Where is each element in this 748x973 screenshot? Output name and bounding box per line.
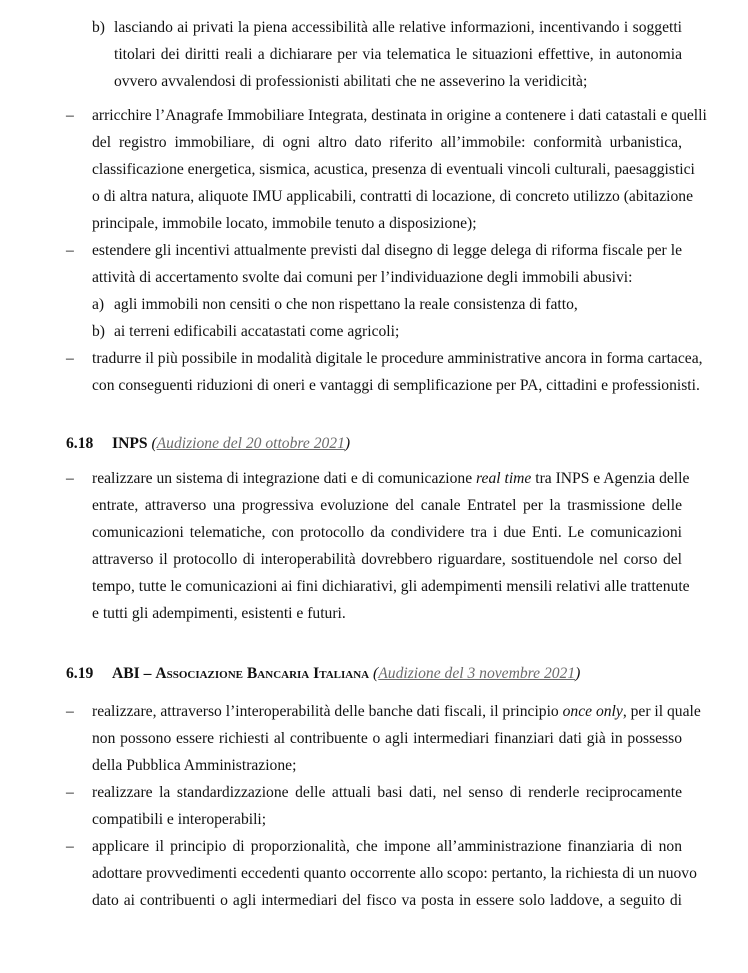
bullet-dash: – bbox=[66, 350, 74, 367]
paren-open: ( bbox=[373, 665, 379, 682]
bullet-dash: – bbox=[66, 242, 74, 259]
text-line: ovvero avvalendosi di professionisti abilitati che ne asseverino la veridicità; bbox=[114, 73, 588, 90]
bullet-dash: – bbox=[66, 107, 74, 124]
text-line: ai terreni edificabili accatastati come agricoli; bbox=[114, 323, 400, 340]
paren-open: ( bbox=[151, 435, 157, 452]
section-number: 6.18 bbox=[66, 435, 94, 452]
paren-close: ) bbox=[344, 435, 351, 452]
audizione-link[interactable]: Audizione del 3 novembre 2021 bbox=[378, 665, 576, 682]
text-line: arricchire l’Anagrafe Immobiliare Integrata, destinata in origine a contenere i dati catastali e quelli bbox=[92, 107, 707, 124]
section-org: ABI – bbox=[112, 665, 156, 682]
section-org: INPS bbox=[112, 435, 148, 452]
text-line: non possono essere richiesti al contribuente o agli intermediari finanziari dati già in possesso bbox=[92, 730, 682, 747]
text-line: compatibili e interoperabili; bbox=[92, 811, 267, 828]
paren-close: ) bbox=[575, 665, 581, 682]
text-line: titolari dei diritti reali a dichiarare per via telematica le situazioni effettive, in autonomia bbox=[114, 46, 682, 63]
audizione-link[interactable]: Audizione del 20 ottobre 2021 bbox=[156, 435, 345, 452]
text-line: della Pubblica Amministrazione; bbox=[92, 757, 297, 774]
text-line: classificazione energetica, sismica, acustica, presenza di eventuali vincoli culturali, paesaggistici bbox=[92, 161, 695, 178]
text-line: attività di accertamento svolte dai comuni per l’individuazione degli immobili abusivi: bbox=[92, 269, 633, 286]
text-line: attraverso il protocollo di interoperabilità dovrebbero riguardare, sostituendole nel corso del bbox=[92, 551, 682, 568]
text-line: principale, immobile locato, immobile tenuto a disposizione); bbox=[92, 215, 477, 232]
text-line: comunicazioni telematiche, con protocollo da condividere tra i due Enti. Le comunicazioni bbox=[92, 524, 682, 541]
text-line: del registro immobiliare, di ogni altro dato riferito all’immobile: conformità urbanistica, bbox=[92, 134, 682, 151]
text-line: tempo, tutte le comunicazioni ai fini dichiarativi, gli adempimenti mensili relativi alle trattenute bbox=[92, 578, 690, 595]
text-line: e tutti gli adempimenti, esistenti e futuri. bbox=[92, 605, 346, 622]
sub-marker-a: a) bbox=[92, 296, 105, 313]
section-number: 6.19 bbox=[66, 665, 94, 682]
text-line: realizzare la standardizzazione delle attuali basi dati, nel senso di renderle reciprocamente bbox=[92, 784, 682, 801]
bullet-dash: – bbox=[66, 838, 74, 855]
sub-marker-b: b) bbox=[92, 323, 105, 340]
text-line: o di altra natura, aliquote IMU applicabili, contratti di locazione, di concreto utilizzo (abitazione bbox=[92, 188, 693, 205]
text-line: lasciando ai privati la piena accessibilità alle relative informazioni, incentivando i soggetti bbox=[114, 19, 682, 36]
text-line: dato ai contribuenti o agli intermediari del fisco va posta in essere solo laddove, a seguito di bbox=[92, 892, 682, 909]
text-line: tradurre il più possibile in modalità digitale le procedure amministrative ancora in forma cartacea, bbox=[92, 350, 703, 367]
text-line: realizzare un sistema di integrazione dati e di comunicazione real time tra INPS e Agenzia delle bbox=[92, 470, 690, 487]
section-heading-6-19 bbox=[66, 664, 580, 684]
text-line: estendere gli incentivi attualmente previsti dal disegno di legge delega di riforma fiscale per le bbox=[92, 242, 682, 259]
list-marker-b: b) bbox=[92, 19, 105, 36]
section-org-name: Associazione Bancaria Italiana bbox=[155, 665, 370, 682]
section-heading-6-18 bbox=[66, 434, 350, 454]
text-line: agli immobili non censiti o che non rispettano la reale consistenza di fatto, bbox=[114, 296, 578, 313]
bullet-dash: – bbox=[66, 470, 74, 487]
text-line: adottare provvedimenti eccedenti quanto occorrente allo scopo: pertanto, la richiesta di un nuovo bbox=[92, 865, 697, 882]
bullet-dash: – bbox=[66, 703, 74, 720]
text-line: realizzare, attraverso l’interoperabilità delle banche dati fiscali, il principio once only, per il quale bbox=[92, 703, 701, 720]
bullet-dash: – bbox=[66, 784, 74, 801]
text-line: con conseguenti riduzioni di oneri e vantaggi di semplificazione per PA, cittadini e professionisti. bbox=[92, 377, 700, 394]
text-line: entrate, attraverso una progressiva evoluzione del canale Entratel per la trasmissione delle bbox=[92, 497, 682, 514]
text-line: applicare il principio di proporzionalità, che impone all’amministrazione finanziaria di non bbox=[92, 838, 682, 855]
